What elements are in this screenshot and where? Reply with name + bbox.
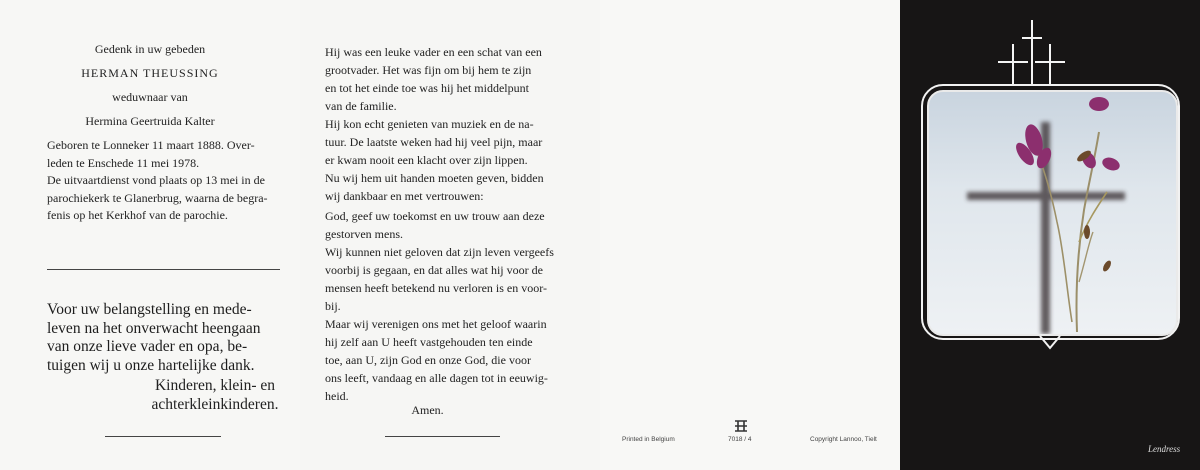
prayer-line: God, geef uw toekomst en uw trouw aan deze xyxy=(325,209,545,223)
tribute-line: van de familie. xyxy=(325,99,397,113)
bottom-divider xyxy=(105,436,221,437)
deceased-name: HERMAN THEUSSING xyxy=(81,66,219,80)
signed-line: Kinderen, klein- en xyxy=(154,377,276,394)
tribute-line: Nu wij hem uit handen moeten geven, bidden xyxy=(325,171,544,185)
tribute-line: tuur. De laatste weken had hij veel pijn, maar xyxy=(325,135,543,149)
prayer-line: heid. xyxy=(325,389,349,403)
prayer-line: bij. xyxy=(325,299,341,313)
product-code: 7018 / 4 xyxy=(728,436,752,443)
biography xyxy=(47,137,287,225)
tribute-line: Hij was een leuke vader en een schat van een xyxy=(325,45,542,59)
prayer-line: mensen heeft betekend nu verloren is en voor- xyxy=(325,281,548,295)
tribute-line: er kwam nooit een klacht over zijn lippen. xyxy=(325,153,528,167)
spouse-name: Hermina Geertruida Kalter xyxy=(85,114,215,128)
thanks-line: tuigen wij u onze hartelijke dank. xyxy=(47,356,255,374)
artist-signature: Lendress xyxy=(1148,444,1181,454)
tribute-line: wij dankbaar en met vertrouwen: xyxy=(325,189,484,203)
back-panel xyxy=(600,0,900,470)
bio-line: Geboren te Lonneker 11 maart 1888. Over- xyxy=(47,138,255,152)
prayer-line: Maar wij verenigen ons met het geloof waarin xyxy=(325,317,547,331)
middle-panel xyxy=(300,0,600,470)
relation-text: weduwnaar van xyxy=(112,90,188,104)
thanks-line: leven na het onverwacht heengaan xyxy=(47,319,261,337)
prayer-line: gestorven mens. xyxy=(325,227,403,241)
divider-line xyxy=(47,269,280,270)
copyright-text: Copyright Lannoo, Tielt xyxy=(810,436,877,443)
signed-line: achterkleinkinderen. xyxy=(151,395,279,413)
cover-panel xyxy=(900,0,1200,470)
left-panel xyxy=(0,0,300,470)
tribute-paragraph xyxy=(325,43,570,205)
bio-line: leden te Enschede 11 mei 1978. xyxy=(47,155,200,170)
thanks-text xyxy=(47,301,287,375)
bio-line: De uitvaartdienst vond plaats op 13 mei in de xyxy=(47,173,265,187)
prayer-line: toe, aan U, zijn God en onze God, die voor xyxy=(325,353,531,367)
publisher-logo-icon xyxy=(734,420,748,435)
tribute-line: Hij kon echt genieten van muziek en de na- xyxy=(325,117,534,131)
printed-in-text: Printed in Belgium xyxy=(622,436,675,443)
family-signature xyxy=(140,377,290,414)
amen-text: Amen. xyxy=(411,403,444,417)
prayer-line: Wij kunnen niet geloven dat zijn leven vergeefs xyxy=(325,245,554,259)
tribute-line: en tot het einde toe was hij het middelpunt xyxy=(325,81,529,95)
memorial-heading: Gedenk in uw gebeden xyxy=(94,42,206,56)
tribute-line: grootvader. Het was fijn om bij hem te zijn xyxy=(325,63,532,77)
prayer-line: voorbij is gegaan, en dat alles wat hij voor de xyxy=(325,263,543,277)
prayer-paragraph xyxy=(325,207,570,405)
prayer-line: ons leeft, vandaag en alle dagen tot in eeuwig- xyxy=(325,371,548,385)
thanks-line: van onze lieve vader en opa, be- xyxy=(47,338,248,355)
prayer-line: hij zelf aan U heeft vastgehouden ten einde xyxy=(325,335,533,349)
bio-line: fenis op het Kerkhof van de parochie. xyxy=(47,208,228,222)
thanks-line: Voor uw belangstelling en mede- xyxy=(47,301,252,318)
bottom-divider xyxy=(385,436,500,437)
bio-line: parochiekerk te Glanerbrug, waarna de begra- xyxy=(47,190,268,205)
photo-frame xyxy=(927,90,1178,336)
cross-flower-photo xyxy=(929,92,1176,334)
